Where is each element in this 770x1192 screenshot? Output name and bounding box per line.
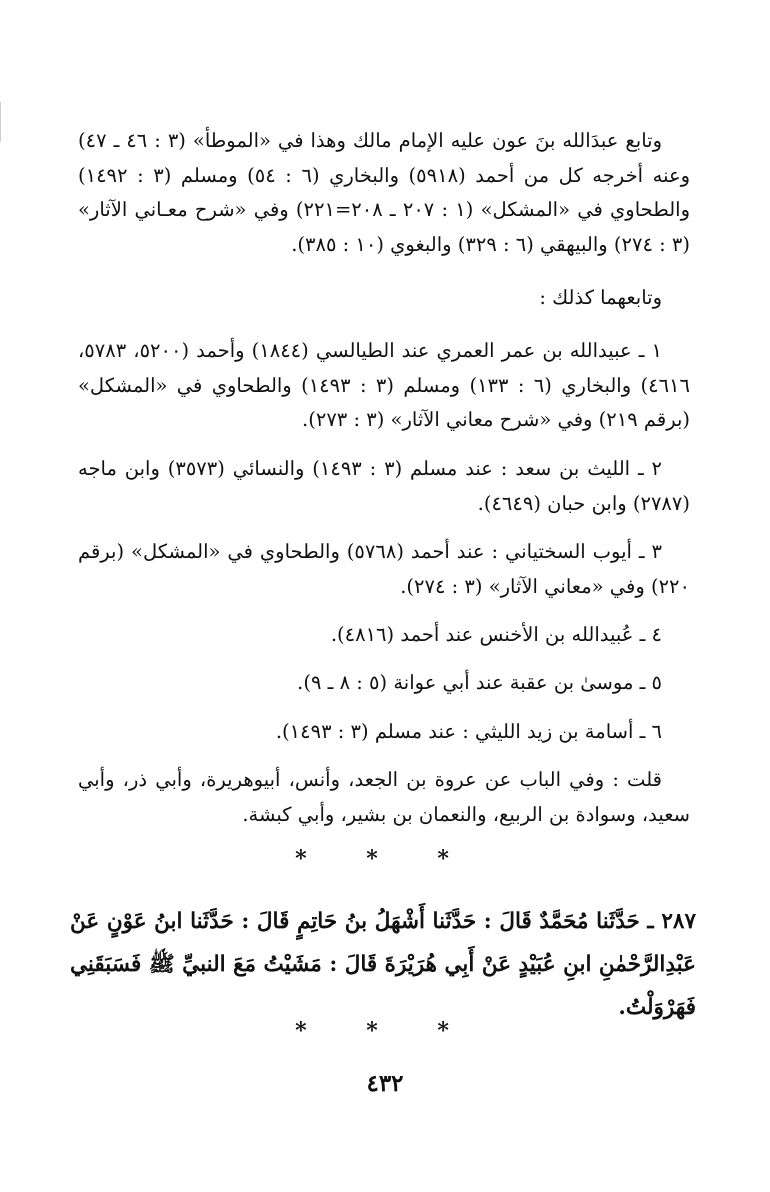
paragraph-qultu: قلت : وفي الباب عن عروة بن الجعد، وأنس، أبيوهريرة، وأبي ذر، وأبي سعيد، وسوادة بن الربيع، والنعمان بن بشير، وأبي كبشة. [78, 768, 690, 826]
list-item-4: ٤ ـ عُبيدالله بن الأخنس عند أحمد (٤٨١٦). [330, 623, 662, 646]
separator-stars: * * * [295, 846, 475, 872]
separator-stars-2: * * * [295, 1018, 475, 1044]
text-block-7 [78, 666, 690, 701]
paragraph-mutaba: وتابع عبدَالله بنَ عون عليه الإمام مالك وهذا في «الموطأ» (٣ : ٤٦ ـ ٤٧) وعنه أخرجه كل من أحمد (٥٩١٨) والبخاري (٦ : ٥٤) ومسلم (٣ : ١٤٩٢) والطحاوي في «المشكل» (١ : ٢٠٧ ـ ٢٠٨=٢٢١) وفي «شرح معـاني الآثار» (٣ : ٢٧٤) والبيهقي (٦ : ٣٢٩) والبغوي (١٠ : ٣٨٥). [78, 129, 690, 256]
text-block-2 [78, 281, 690, 316]
hadith-287: ٢٨٧ ـ حَدَّثَنا مُحَمَّدٌ قَالَ : حَدَّثَنا أَشْهَلُ بنُ حَاتِمٍ قَالَ : حَدَّثَنا ابنُ عَوْنٍ عَنْ عَبْدِالرَّحْمٰنِ ابنِ عُبَيْدٍ عَنْ أَبِي هُرَيْرَةَ قَالَ : مَشَيْتُ مَعَ النبيِّ ﷺ فَسَبَقَنِي فَهَرْوَلْتُ. [70, 909, 696, 1020]
list-item-5: ٥ ـ موسىٰ بن عقبة عند أبي عوانة (٥ : ٨ ـ ٩). [297, 671, 662, 694]
text-block-3 [78, 334, 690, 438]
margin-mark [0, 102, 1, 142]
text-block-4 [78, 452, 690, 521]
list-item-1: ١ ـ عبيدالله بن عمر العمري عند الطيالسي (١٨٤٤) وأحمد (٥٢٠٠، ٥٧٨٣، ٤٦١٦) والبخاري (٦ : ١٣٣) ومسلم (٣ : ١٤٩٣) والطحاوي في «المشكل» (برقم ٢١٩) وفي «شرح معاني الآثار» (٣ : ٢٧٣). [78, 339, 691, 431]
text-block-5 [78, 535, 690, 604]
list-item-6: ٦ ـ أسامة بن زيد الليثي : عند مسلم (٣ : ١٤٩٣). [275, 720, 662, 743]
paragraph-tabaahuma: وتابعهما كذلك : [539, 286, 662, 309]
list-item-2: ٢ ـ الليث بن سعد : عند مسلم (٣ : ١٤٩٣) والنسائي (٣٥٧٣) وابن ماجه (٢٧٨٧) وابن حبان (٤٦٤٩). [78, 457, 690, 515]
text-block-1 [78, 124, 690, 262]
text-block-8 [78, 715, 690, 750]
list-item-3: ٣ ـ أيوب السختياني : عند أحمد (٥٧٦٨) والطحاوي في «المشكل» (برقم ٢٢٠) وفي «معاني الآثار» (٣ : ٢٧٤). [78, 540, 690, 598]
text-block-6 [78, 618, 690, 653]
text-block-9 [78, 763, 690, 832]
page-number: ٤٣٢ [366, 1070, 404, 1097]
